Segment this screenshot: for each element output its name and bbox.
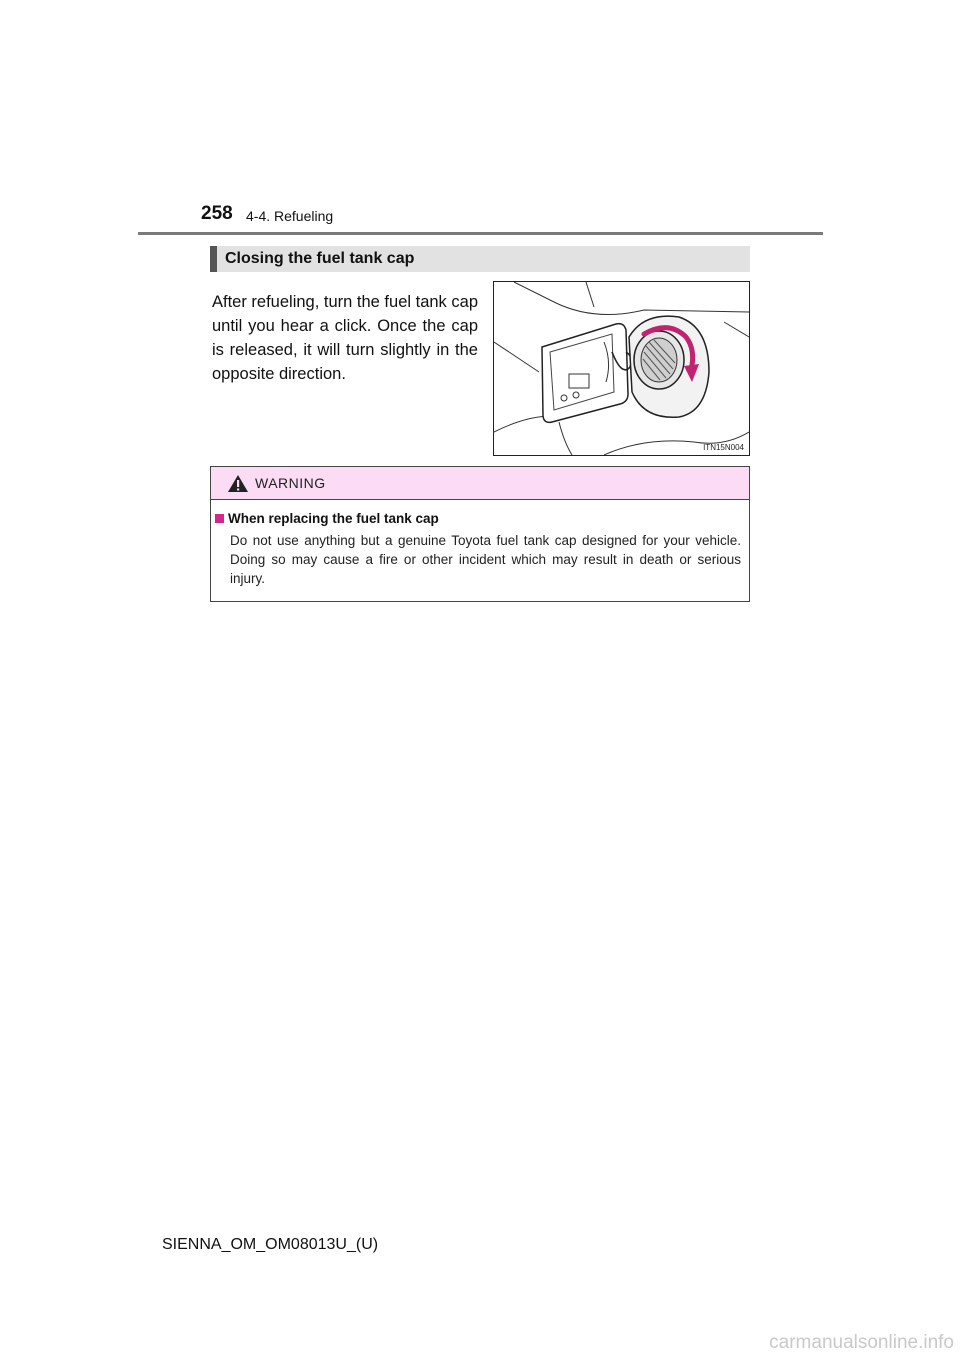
warning-item-heading (215, 511, 439, 526)
header-divider (138, 232, 823, 235)
subheading: Closing the fuel tank cap (210, 246, 750, 272)
fuel-cap-figure (493, 281, 750, 456)
warning-label: WARNING (255, 475, 326, 491)
footer-doc-id: SIENNA_OM_OM08013U_(U) (162, 1236, 379, 1253)
body-paragraph: After refueling, turn the fuel tank cap until you hear a click. Once the cap is released, it will turn slightly in the opposite direction. (212, 293, 478, 383)
warning-header (211, 467, 749, 500)
figure-code: ITN15N004 (703, 443, 744, 452)
warning-triangle-icon (227, 474, 249, 493)
warning-item-title: When replacing the fuel tank cap (228, 511, 439, 526)
section-label: 4-4. Refueling (246, 208, 334, 224)
square-bullet-icon (215, 514, 224, 523)
watermark: carmanualsonline.info (769, 1332, 954, 1353)
fuel-cap-illustration (494, 282, 749, 455)
warning-text: Do not use anything but a genuine Toyota fuel tank cap designed for your vehicle. Doing so may cause a fire or other incident which may result in death or serious injury. (230, 533, 741, 586)
page-number: 258 (201, 203, 233, 224)
warning-box (210, 466, 750, 602)
